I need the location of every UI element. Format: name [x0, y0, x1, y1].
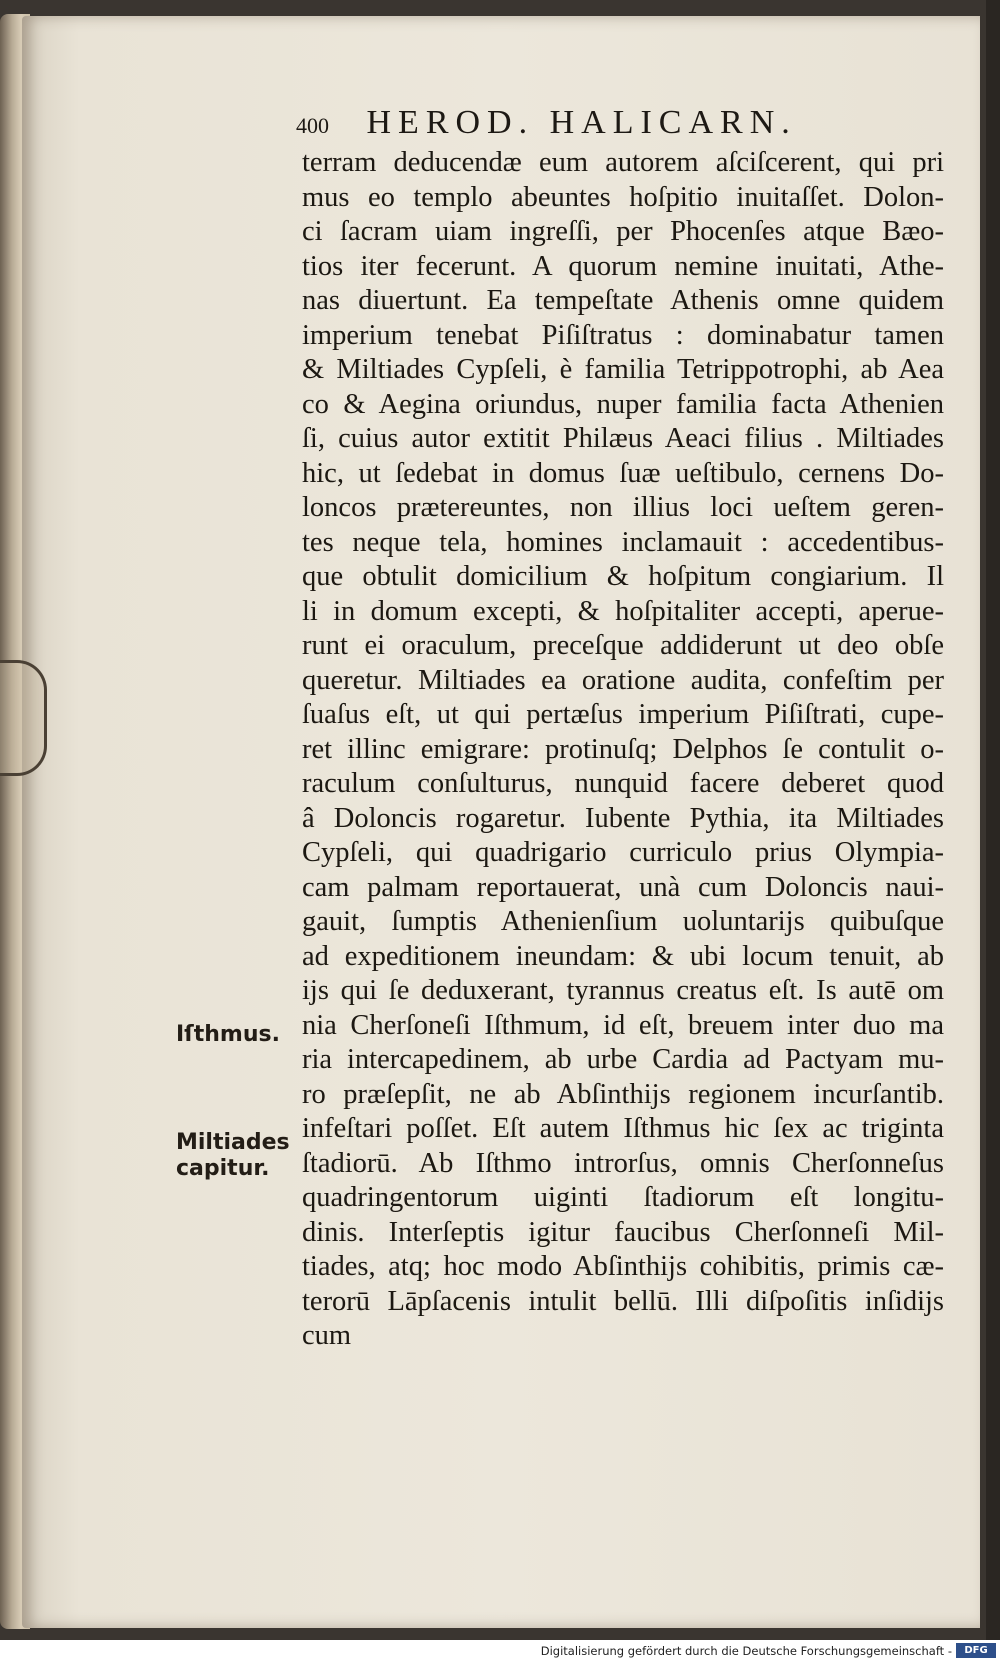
text-line: terorū Lāpſacenis intulit bellū. Illi diſpoſitis inſidijs — [302, 1285, 944, 1317]
marginal-note-line: capitur. — [176, 1156, 270, 1181]
body-text — [302, 146, 944, 1354]
marginal-note-miltiades — [176, 1130, 290, 1182]
text-line: mus eo templo abeuntes hoſpitio inuitaſſet. Dolon- — [302, 181, 944, 213]
text-line: tes neque tela, homines inclamauit : accedentibus- — [302, 526, 944, 558]
text-line: ria intercapedinem, ab urbe Cardia ad Pactyam mu- — [302, 1044, 944, 1075]
running-head — [296, 104, 856, 144]
scan-right-edge — [986, 0, 1000, 1640]
text-line: nas diuertunt. Ea tempeſtate Athenis omne quidem — [302, 285, 944, 316]
text-line: ro præſepſit, ne ab Abſinthijs regionem incurſantib. — [302, 1078, 944, 1110]
text-line: tiades, atq; hoc modo Abſinthijs cohibitis, primis cæ- — [302, 1251, 944, 1282]
text-line: Cypſeli, qui quadrigario curriculo prius Olympia- — [302, 837, 944, 868]
catchword: cum — [302, 1320, 352, 1351]
text-line: queretur. Miltiades ea oratione audita, confeſtim per — [302, 664, 944, 696]
text-line: runt ei oraculum, preceſque addiderunt ut deo obſe — [302, 630, 944, 661]
page-number: 400 — [296, 113, 329, 138]
text-line: ſtadiorū. Ab Iſthmo introrſus, omnis Cherſonneſus — [302, 1147, 944, 1179]
text-line: â Doloncis rogaretur. Iubente Pythia, ita Miltiades — [302, 802, 944, 834]
text-line: terram deducendæ eum autorem aſciſcerent, qui pri — [302, 147, 944, 178]
text-line: quadringentorum uiginti ſtadiorum eſt longitu- — [302, 1182, 944, 1213]
text-line: dinis. Interſeptis igitur faucibus Cherſonneſi Mil- — [302, 1216, 944, 1248]
text-line: hic, ut ſedebat in domus ſuæ ueſtibulo, cernens Do- — [302, 457, 944, 489]
text-line: gauit, ſumptis Athenienſium uoluntarijs quibuſque — [302, 906, 944, 937]
text-line: nia Cherſoneſi Iſthmum, id eſt, breuem inter duo ma — [302, 1009, 944, 1041]
book-clasp — [0, 660, 47, 776]
text-line: ci ſacram uiam ingreſſi, per Phocenſes atque Bæo- — [302, 216, 944, 247]
marginal-note-line: Miltiades — [176, 1130, 290, 1155]
text-line: co & Aegina oriundus, nuper familia facta Athenien — [302, 388, 944, 420]
text-line: raculum conſulturus, nunquid facere deberet quod — [302, 768, 944, 799]
text-line: ad expeditionem ineundam: & ubi locum tenuit, ab — [302, 940, 944, 972]
text-line: tios iter fecerunt. A quorum nemine inuitati, Athe- — [302, 250, 944, 282]
text-line: que obtulit domicilium & hoſpitum congiarium. Il — [302, 561, 944, 592]
text-line: li in domum excepti, & hoſpitaliter accepti, aperue- — [302, 595, 944, 627]
footer-credit: Digitalisierung gefördert durch die Deutsche Forschungsgemeinschaft - — [540, 1644, 952, 1658]
text-line: imperium tenebat Piſiſtratus : dominabatur tamen — [302, 319, 944, 351]
dfg-logo-icon: DFG — [956, 1643, 996, 1658]
text-line: loncos prætereuntes, non illius loci ueſtem geren- — [302, 492, 944, 523]
digitization-footer — [0, 1640, 1000, 1662]
text-line: infeſtari poſſet. Eſt autem Iſthmus hic ſex ac triginta — [302, 1113, 944, 1144]
text-line: & Miltiades Cypſeli, è familia Tetrippotrophi, ab Aea — [302, 354, 944, 385]
text-line: ijs qui ſe deduxerant, tyrannus creatus eſt. Is autē om — [302, 975, 944, 1006]
marginal-note-isthmus: Iſthmus. — [176, 1022, 280, 1047]
text-line: ſuaſus eſt, ut qui pertæſus imperium Piſiſtrati, cupe- — [302, 699, 944, 730]
text-line: ret illinc emigrare: protinuſq; Delphos ſe contulit o- — [302, 733, 944, 765]
running-title: HEROD. HALICARN. — [366, 104, 797, 141]
text-line: ſi, cuius autor extitit Philæus Aeaci filius . Miltiades — [302, 423, 944, 454]
text-line: cam palmam reportauerat, unà cum Doloncis naui- — [302, 871, 944, 903]
